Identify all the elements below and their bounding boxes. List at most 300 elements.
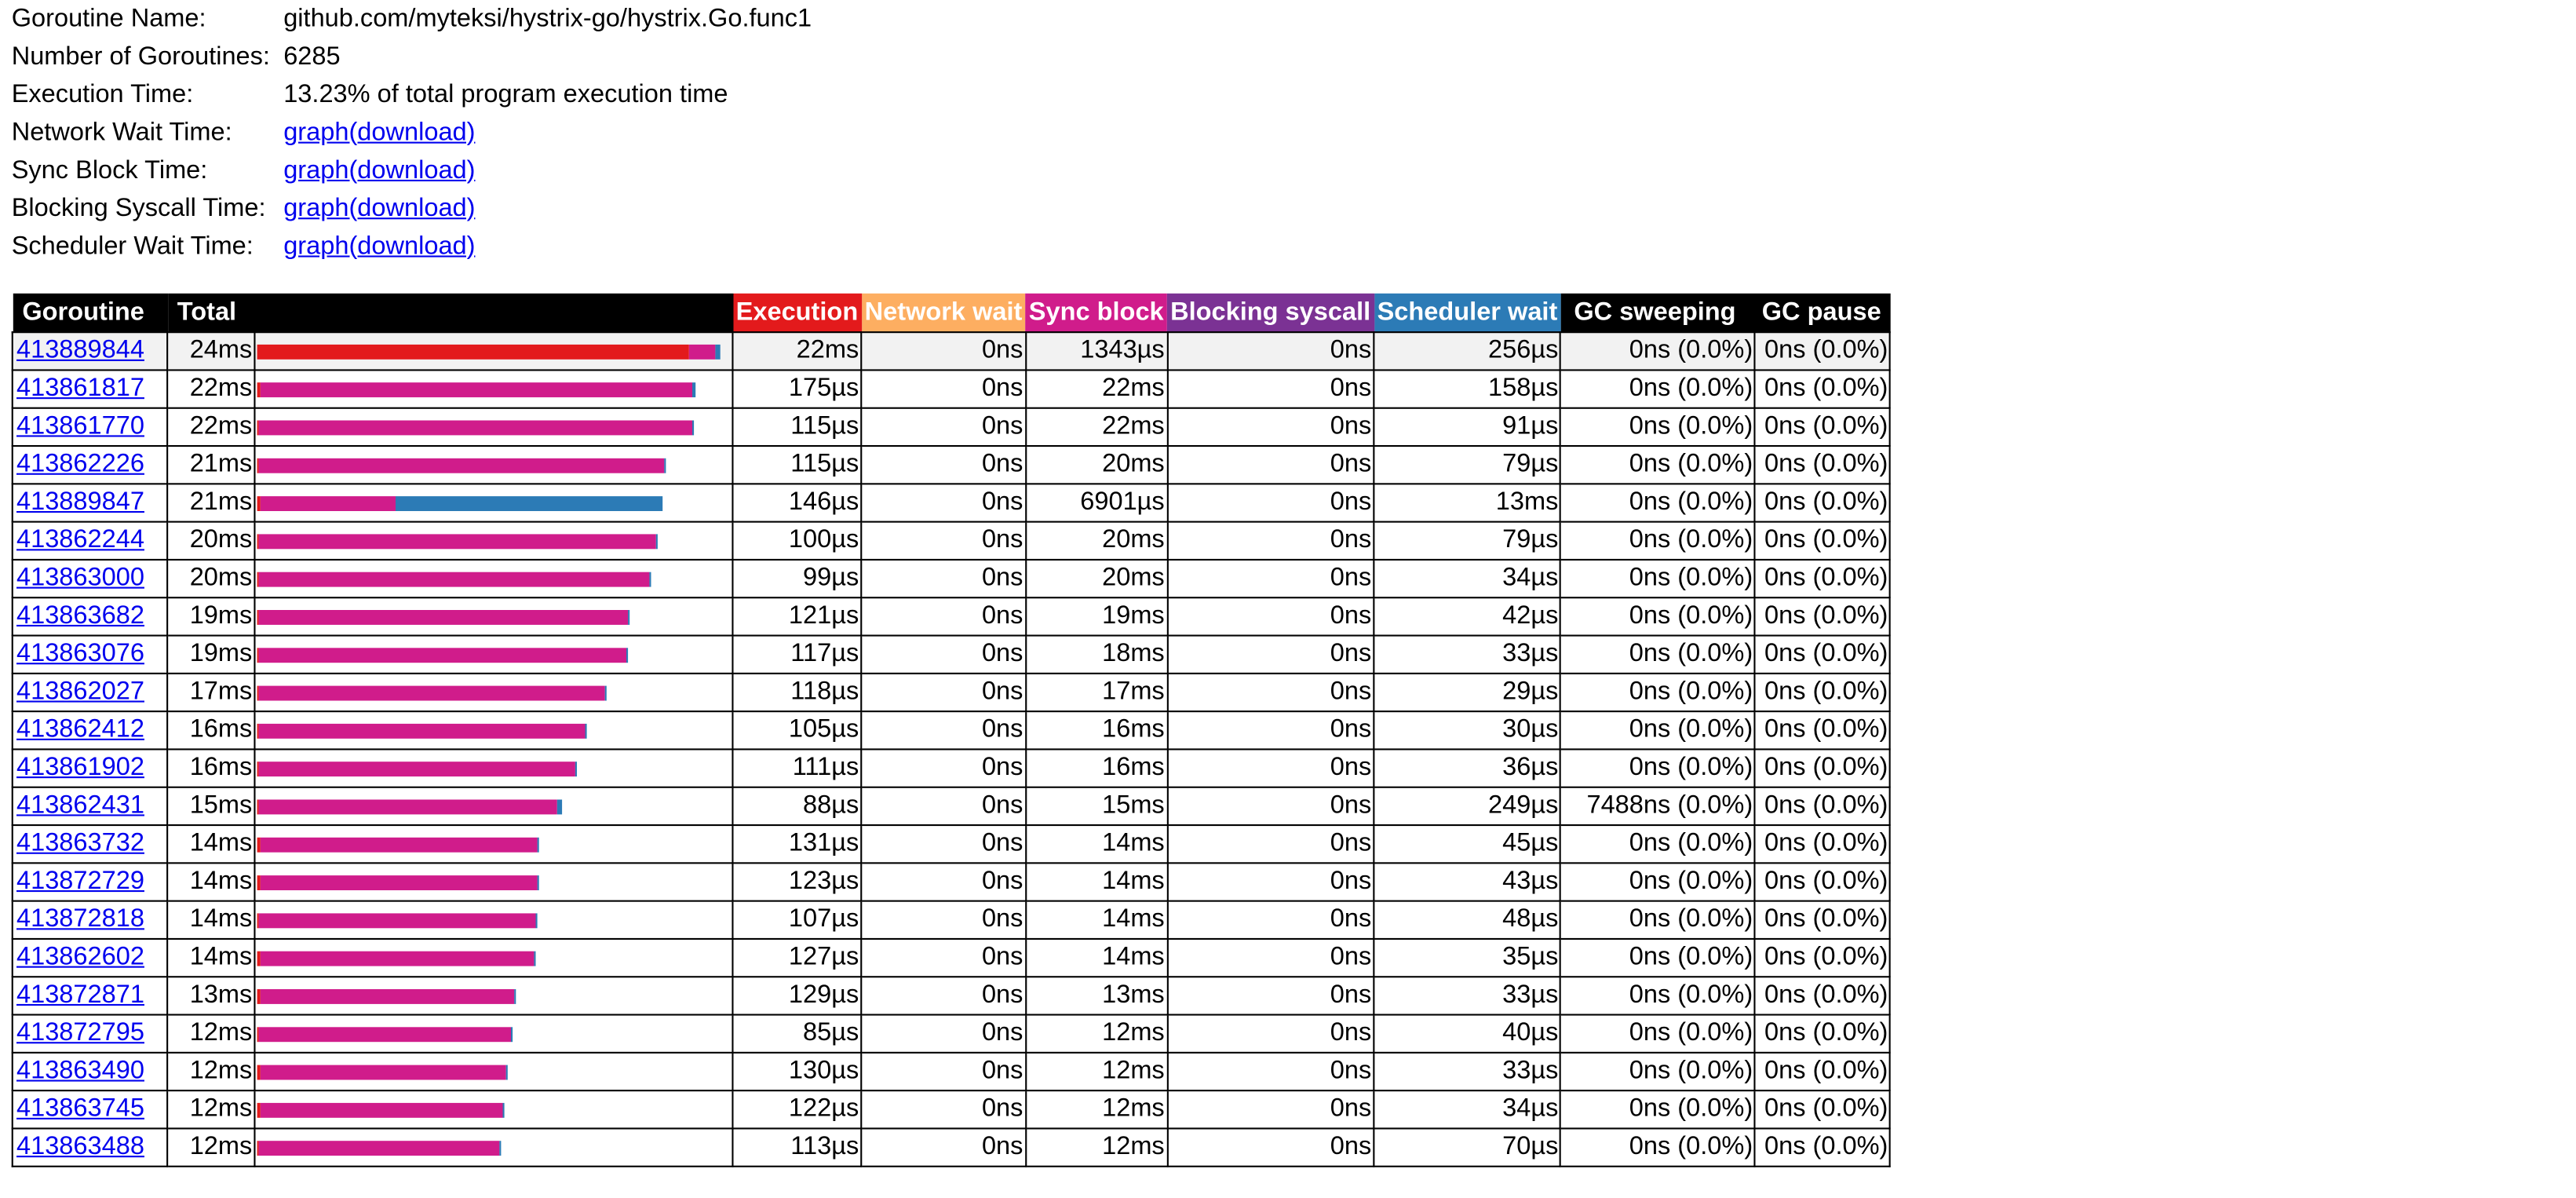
col-network-wait[interactable]: Network wait — [861, 294, 1025, 332]
summary-row — [12, 189, 812, 227]
time-breakdown-bar — [257, 761, 732, 776]
cell-network-wait: 0ns — [861, 1053, 1025, 1090]
cell-total: 14ms — [167, 939, 254, 977]
cell-time-bar — [254, 408, 732, 446]
summary-row — [12, 38, 812, 75]
cell-execution: 122µs — [732, 1090, 861, 1128]
cell-sync-block: 20ms — [1026, 522, 1167, 560]
goroutine-link[interactable]: 413872795 — [16, 1018, 144, 1047]
sync-block-segment — [260, 1102, 503, 1117]
cell-execution: 130µs — [732, 1053, 861, 1090]
summary-label: Sync Block Time: — [11, 155, 208, 184]
goroutine-link[interactable]: 413863488 — [16, 1132, 144, 1161]
cell-gc-pause: 0ns (0.0%) — [1755, 560, 1890, 597]
sync-block-segment — [259, 798, 557, 813]
summary-value: 13.23% of total program execution time — [283, 79, 728, 108]
cell-sync-block: 22ms — [1026, 370, 1167, 407]
cell-gc-pause: 0ns (0.0%) — [1755, 711, 1890, 749]
cell-gc-sweeping: 0ns (0.0%) — [1561, 939, 1756, 977]
cell-goroutine-id — [13, 863, 167, 900]
goroutine-link[interactable]: 413863076 — [16, 639, 144, 668]
cell-goroutine-id — [13, 787, 167, 825]
time-breakdown-bar — [257, 609, 732, 624]
cell-network-wait: 0ns — [861, 597, 1025, 635]
cell-total: 14ms — [167, 901, 254, 939]
cell-time-bar — [254, 597, 732, 635]
cell-blocking-syscall: 0ns — [1167, 749, 1374, 787]
scheduler-wait-segment — [515, 988, 516, 1003]
goroutine-link[interactable]: 413872818 — [16, 904, 144, 933]
cell-execution: 127µs — [732, 939, 861, 977]
goroutine-link[interactable]: 413863000 — [16, 564, 144, 592]
cell-network-wait: 0ns — [861, 446, 1025, 484]
sync-block-segment — [260, 951, 535, 966]
summary-value-cell — [283, 228, 812, 265]
cell-scheduler-wait: 35µs — [1374, 939, 1560, 977]
time-breakdown-bar — [257, 1065, 732, 1079]
cell-gc-sweeping: 0ns (0.0%) — [1561, 749, 1756, 787]
cell-sync-block: 14ms — [1026, 939, 1167, 977]
cell-time-bar — [254, 711, 732, 749]
goroutine-link[interactable]: 413863745 — [16, 1094, 144, 1123]
sync-block-segment — [260, 837, 537, 852]
cell-blocking-syscall: 0ns — [1167, 484, 1374, 521]
sync-block-segment — [259, 533, 655, 548]
scheduler-wait-segment — [693, 382, 696, 396]
sync-block-segment — [260, 647, 627, 662]
time-breakdown-bar — [257, 988, 732, 1003]
cell-sync-block: 14ms — [1026, 825, 1167, 863]
scheduler-wait-segment — [626, 647, 627, 662]
goroutine-link[interactable]: 413862027 — [16, 678, 144, 706]
cell-gc-sweeping: 0ns (0.0%) — [1561, 522, 1756, 560]
cell-total: 13ms — [167, 977, 254, 1014]
cell-scheduler-wait: 45µs — [1374, 825, 1560, 863]
cell-execution: 115µs — [732, 408, 861, 446]
cell-network-wait: 0ns — [861, 749, 1025, 787]
sync-block-segment — [259, 761, 575, 776]
cell-blocking-syscall: 0ns — [1167, 711, 1374, 749]
cell-total: 12ms — [167, 1128, 254, 1166]
cell-gc-sweeping: 0ns (0.0%) — [1561, 674, 1756, 711]
scheduler-wait-segment — [510, 1026, 511, 1041]
cell-execution: 129µs — [732, 977, 861, 1014]
cell-sync-block: 14ms — [1026, 863, 1167, 900]
cell-network-wait: 0ns — [861, 636, 1025, 674]
time-breakdown-bar — [257, 685, 732, 700]
cell-goroutine-id — [13, 332, 167, 370]
time-breakdown-bar — [257, 344, 732, 359]
cell-network-wait: 0ns — [861, 1090, 1025, 1128]
cell-gc-sweeping: 0ns (0.0%) — [1561, 560, 1756, 597]
cell-sync-block: 16ms — [1026, 749, 1167, 787]
graph-download-link[interactable]: graph(download) — [283, 232, 476, 260]
summary-value-cell — [283, 152, 812, 189]
cell-blocking-syscall: 0ns — [1167, 1053, 1374, 1090]
cell-goroutine-id — [13, 939, 167, 977]
cell-time-bar — [254, 370, 732, 407]
cell-time-bar — [254, 1090, 732, 1128]
time-breakdown-bar — [257, 798, 732, 813]
cell-scheduler-wait: 42µs — [1374, 597, 1560, 635]
col-total[interactable]: Total — [167, 294, 254, 332]
cell-total: 16ms — [167, 711, 254, 749]
table-row — [13, 522, 1891, 560]
summary-label: Scheduler Wait Time: — [11, 232, 254, 260]
graph-download-link[interactable]: graph(download) — [283, 155, 476, 184]
table-row — [13, 332, 1891, 370]
cell-total: 12ms — [167, 1053, 254, 1090]
cell-gc-sweeping: 0ns (0.0%) — [1561, 1053, 1756, 1090]
goroutine-link[interactable]: 413872729 — [16, 867, 144, 896]
cell-blocking-syscall: 0ns — [1167, 446, 1374, 484]
cell-gc-pause: 0ns (0.0%) — [1755, 863, 1890, 900]
cell-network-wait: 0ns — [861, 674, 1025, 711]
cell-network-wait: 0ns — [861, 408, 1025, 446]
col-blocking-syscall[interactable]: Blocking syscall — [1167, 294, 1374, 332]
summary-row — [12, 228, 812, 265]
col-bar — [254, 294, 732, 332]
cell-total: 21ms — [167, 446, 254, 484]
cell-time-bar — [254, 1053, 732, 1090]
cell-execution: 118µs — [732, 674, 861, 711]
cell-time-bar — [254, 825, 732, 863]
cell-execution: 105µs — [732, 711, 861, 749]
cell-gc-sweeping: 0ns (0.0%) — [1561, 484, 1756, 521]
cell-gc-pause: 0ns (0.0%) — [1755, 674, 1890, 711]
cell-goroutine-id — [13, 408, 167, 446]
summary-value: 6285 — [283, 42, 341, 71]
time-breakdown-bar — [257, 1026, 732, 1041]
cell-execution: 121µs — [732, 597, 861, 635]
time-breakdown-bar — [257, 912, 732, 927]
cell-blocking-syscall: 0ns — [1167, 1090, 1374, 1128]
goroutine-link[interactable]: 413863490 — [16, 1057, 144, 1085]
summary-value: github.com/myteksi/hystrix-go/hystrix.Go.func1 — [283, 4, 812, 32]
cell-gc-pause: 0ns (0.0%) — [1755, 597, 1890, 635]
cell-blocking-syscall: 0ns — [1167, 1015, 1374, 1053]
sync-block-segment — [260, 875, 537, 889]
cell-goroutine-id — [13, 522, 167, 560]
scheduler-wait-segment — [605, 685, 606, 700]
cell-gc-sweeping: 0ns (0.0%) — [1561, 597, 1756, 635]
cell-scheduler-wait: 33µs — [1374, 1053, 1560, 1090]
cell-gc-sweeping: 0ns (0.0%) — [1561, 1128, 1756, 1166]
table-row — [13, 1128, 1891, 1166]
cell-total: 22ms — [167, 370, 254, 407]
time-breakdown-bar — [257, 951, 732, 966]
col-execution[interactable]: Execution — [732, 294, 861, 332]
table-row — [13, 863, 1891, 900]
time-breakdown-bar — [257, 837, 732, 852]
scheduler-wait-segment — [536, 912, 537, 927]
col-sync-block[interactable]: Sync block — [1026, 294, 1167, 332]
table-row — [13, 711, 1891, 749]
cell-gc-pause: 0ns (0.0%) — [1755, 787, 1890, 825]
cell-gc-pause: 0ns (0.0%) — [1755, 939, 1890, 977]
cell-execution: 115µs — [732, 446, 861, 484]
cell-time-bar — [254, 332, 732, 370]
cell-total: 22ms — [167, 408, 254, 446]
cell-scheduler-wait: 158µs — [1374, 370, 1560, 407]
goroutine-link[interactable]: 413862602 — [16, 943, 144, 971]
summary-label: Execution Time: — [11, 79, 194, 108]
cell-execution: 113µs — [732, 1128, 861, 1166]
col-gc-sweeping[interactable]: GC sweeping — [1561, 294, 1756, 332]
goroutine-link[interactable]: 413863682 — [16, 601, 144, 630]
cell-network-wait: 0ns — [861, 977, 1025, 1014]
time-breakdown-bar — [257, 419, 732, 434]
cell-sync-block: 19ms — [1026, 597, 1167, 635]
cell-goroutine-id — [13, 901, 167, 939]
time-breakdown-bar — [257, 875, 732, 889]
table-row — [13, 597, 1891, 635]
cell-goroutine-id — [13, 597, 167, 635]
cell-time-bar — [254, 749, 732, 787]
cell-gc-pause: 0ns (0.0%) — [1755, 408, 1890, 446]
cell-total: 12ms — [167, 1015, 254, 1053]
table-row — [13, 370, 1891, 407]
cell-scheduler-wait: 36µs — [1374, 749, 1560, 787]
cell-time-bar — [254, 1128, 732, 1166]
goroutine-link[interactable]: 413862226 — [16, 450, 144, 478]
cell-blocking-syscall: 0ns — [1167, 977, 1374, 1014]
scheduler-wait-segment — [664, 458, 666, 473]
cell-gc-sweeping: 0ns (0.0%) — [1561, 901, 1756, 939]
cell-scheduler-wait: 70µs — [1374, 1128, 1560, 1166]
cell-total: 21ms — [167, 484, 254, 521]
cell-blocking-syscall: 0ns — [1167, 939, 1374, 977]
table-row — [13, 484, 1891, 521]
table-row — [13, 939, 1891, 977]
cell-gc-sweeping: 0ns (0.0%) — [1561, 370, 1756, 407]
time-breakdown-bar — [257, 572, 732, 586]
cell-goroutine-id — [13, 674, 167, 711]
cell-time-bar — [254, 787, 732, 825]
cell-total: 20ms — [167, 560, 254, 597]
cell-network-wait: 0ns — [861, 825, 1025, 863]
scheduler-wait-segment — [396, 495, 662, 510]
summary-value-cell — [283, 114, 812, 152]
cell-gc-sweeping: 0ns (0.0%) — [1561, 332, 1756, 370]
goroutine-link[interactable]: 413862412 — [16, 715, 144, 744]
summary-row — [12, 76, 812, 114]
cell-goroutine-id — [13, 749, 167, 787]
scheduler-wait-segment — [650, 572, 651, 586]
goroutine-link[interactable]: 413863732 — [16, 829, 144, 857]
cell-total: 14ms — [167, 863, 254, 900]
goroutine-table — [12, 294, 1892, 1167]
cell-goroutine-id — [13, 1015, 167, 1053]
cell-network-wait: 0ns — [861, 522, 1025, 560]
cell-scheduler-wait: 33µs — [1374, 636, 1560, 674]
cell-gc-sweeping: 7488ns (0.0%) — [1561, 787, 1756, 825]
scheduler-wait-segment — [716, 344, 721, 359]
cell-execution: 123µs — [732, 863, 861, 900]
cell-network-wait: 0ns — [861, 901, 1025, 939]
cell-total: 17ms — [167, 674, 254, 711]
cell-scheduler-wait: 79µs — [1374, 446, 1560, 484]
cell-total: 16ms — [167, 749, 254, 787]
cell-scheduler-wait: 34µs — [1374, 1090, 1560, 1128]
sync-block-segment — [260, 495, 396, 510]
summary-label: Network Wait Time: — [11, 118, 232, 146]
goroutine-link[interactable]: 413861902 — [16, 753, 144, 782]
table-row — [13, 674, 1891, 711]
summary-value-cell — [283, 0, 812, 38]
cell-network-wait: 0ns — [861, 863, 1025, 900]
sync-block-segment — [260, 458, 665, 473]
cell-goroutine-id — [13, 370, 167, 407]
cell-gc-sweeping: 0ns (0.0%) — [1561, 446, 1756, 484]
time-breakdown-bar — [257, 723, 732, 738]
cell-gc-pause: 0ns (0.0%) — [1755, 370, 1890, 407]
cell-sync-block: 17ms — [1026, 674, 1167, 711]
cell-gc-sweeping: 0ns (0.0%) — [1561, 977, 1756, 1014]
sync-block-segment — [260, 419, 692, 434]
table-row — [13, 787, 1891, 825]
goroutine-link[interactable]: 413889847 — [16, 488, 144, 517]
scheduler-wait-segment — [575, 761, 576, 776]
cell-blocking-syscall: 0ns — [1167, 863, 1374, 900]
cell-execution: 175µs — [732, 370, 861, 407]
cell-gc-pause: 0ns (0.0%) — [1755, 522, 1890, 560]
cell-sync-block: 16ms — [1026, 711, 1167, 749]
scheduler-wait-segment — [503, 1102, 504, 1117]
cell-scheduler-wait: 91µs — [1374, 408, 1560, 446]
cell-sync-block: 12ms — [1026, 1053, 1167, 1090]
cell-sync-block: 12ms — [1026, 1128, 1167, 1166]
table-row — [13, 749, 1891, 787]
goroutine-link[interactable]: 413872871 — [16, 981, 144, 1010]
cell-blocking-syscall: 0ns — [1167, 674, 1374, 711]
table-row — [13, 560, 1891, 597]
cell-time-bar — [254, 863, 732, 900]
table-row — [13, 1090, 1891, 1128]
goroutine-link[interactable]: 413861817 — [16, 374, 144, 403]
cell-sync-block: 1343µs — [1026, 332, 1167, 370]
cell-total: 12ms — [167, 1090, 254, 1128]
execution-segment — [257, 344, 690, 359]
cell-network-wait: 0ns — [861, 560, 1025, 597]
cell-total: 19ms — [167, 597, 254, 635]
sync-block-segment — [260, 609, 629, 624]
cell-scheduler-wait: 40µs — [1374, 1015, 1560, 1053]
cell-network-wait: 0ns — [861, 939, 1025, 977]
cell-network-wait: 0ns — [861, 711, 1025, 749]
cell-network-wait: 0ns — [861, 370, 1025, 407]
table-row — [13, 446, 1891, 484]
scheduler-wait-segment — [537, 875, 538, 889]
cell-scheduler-wait: 249µs — [1374, 787, 1560, 825]
cell-sync-block: 13ms — [1026, 977, 1167, 1014]
cell-blocking-syscall: 0ns — [1167, 522, 1374, 560]
cell-total: 15ms — [167, 787, 254, 825]
table-row — [13, 408, 1891, 446]
cell-blocking-syscall: 0ns — [1167, 636, 1374, 674]
summary-value-cell — [283, 76, 812, 114]
sync-block-segment — [260, 1065, 505, 1079]
goroutine-link[interactable]: 413889844 — [16, 336, 144, 365]
col-scheduler-wait[interactable]: Scheduler wait — [1374, 294, 1560, 332]
goroutine-link[interactable]: 413862431 — [16, 791, 144, 820]
time-breakdown-bar — [257, 647, 732, 662]
cell-gc-sweeping: 0ns (0.0%) — [1561, 408, 1756, 446]
cell-gc-sweeping: 0ns (0.0%) — [1561, 711, 1756, 749]
cell-sync-block: 20ms — [1026, 560, 1167, 597]
cell-gc-sweeping: 0ns (0.0%) — [1561, 1090, 1756, 1128]
col-goroutine[interactable]: Goroutine — [13, 294, 167, 332]
sync-block-segment — [259, 1026, 510, 1041]
scheduler-wait-segment — [499, 1140, 501, 1155]
table-row — [13, 901, 1891, 939]
cell-sync-block: 18ms — [1026, 636, 1167, 674]
cell-total: 19ms — [167, 636, 254, 674]
sync-block-segment — [689, 344, 716, 359]
graph-download-link[interactable]: graph(download) — [283, 193, 476, 222]
cell-gc-pause: 0ns (0.0%) — [1755, 446, 1890, 484]
sync-block-segment — [260, 685, 605, 700]
cell-goroutine-id — [13, 977, 167, 1014]
cell-time-bar — [254, 446, 732, 484]
cell-blocking-syscall: 0ns — [1167, 825, 1374, 863]
cell-time-bar — [254, 901, 732, 939]
sync-block-segment — [260, 988, 515, 1003]
cell-blocking-syscall: 0ns — [1167, 332, 1374, 370]
table-row — [13, 1015, 1891, 1053]
summary-row — [12, 152, 812, 189]
cell-scheduler-wait: 79µs — [1374, 522, 1560, 560]
time-breakdown-bar — [257, 533, 732, 548]
cell-blocking-syscall: 0ns — [1167, 597, 1374, 635]
scheduler-wait-segment — [505, 1065, 506, 1079]
cell-goroutine-id — [13, 484, 167, 521]
cell-scheduler-wait: 33µs — [1374, 977, 1560, 1014]
cell-gc-pause: 0ns (0.0%) — [1755, 1015, 1890, 1053]
summary-label: Blocking Syscall Time: — [11, 193, 266, 222]
cell-gc-pause: 0ns (0.0%) — [1755, 825, 1890, 863]
summary-label: Number of Goroutines: — [11, 42, 270, 71]
cell-scheduler-wait: 256µs — [1374, 332, 1560, 370]
goroutine-link[interactable]: 413862244 — [16, 525, 144, 554]
cell-gc-pause: 0ns (0.0%) — [1755, 484, 1890, 521]
cell-scheduler-wait: 29µs — [1374, 674, 1560, 711]
cell-gc-sweeping: 0ns (0.0%) — [1561, 636, 1756, 674]
cell-network-wait: 0ns — [861, 1128, 1025, 1166]
cell-goroutine-id — [13, 825, 167, 863]
cell-gc-sweeping: 0ns (0.0%) — [1561, 863, 1756, 900]
sync-block-segment — [259, 1140, 498, 1155]
cell-scheduler-wait: 30µs — [1374, 711, 1560, 749]
time-breakdown-bar — [257, 382, 732, 396]
col-gc-pause[interactable]: GC pause — [1755, 294, 1890, 332]
cell-execution: 22ms — [732, 332, 861, 370]
cell-goroutine-id — [13, 1128, 167, 1166]
sync-block-segment — [259, 572, 650, 586]
time-breakdown-bar — [257, 458, 732, 473]
cell-total: 24ms — [167, 332, 254, 370]
cell-blocking-syscall: 0ns — [1167, 408, 1374, 446]
table-row — [13, 1053, 1891, 1090]
cell-execution: 117µs — [732, 636, 861, 674]
cell-network-wait: 0ns — [861, 484, 1025, 521]
cell-network-wait: 0ns — [861, 787, 1025, 825]
cell-blocking-syscall: 0ns — [1167, 1128, 1374, 1166]
table-row — [13, 825, 1891, 863]
graph-download-link[interactable]: graph(download) — [283, 118, 476, 146]
cell-time-bar — [254, 560, 732, 597]
goroutine-link[interactable]: 413861770 — [16, 412, 144, 440]
